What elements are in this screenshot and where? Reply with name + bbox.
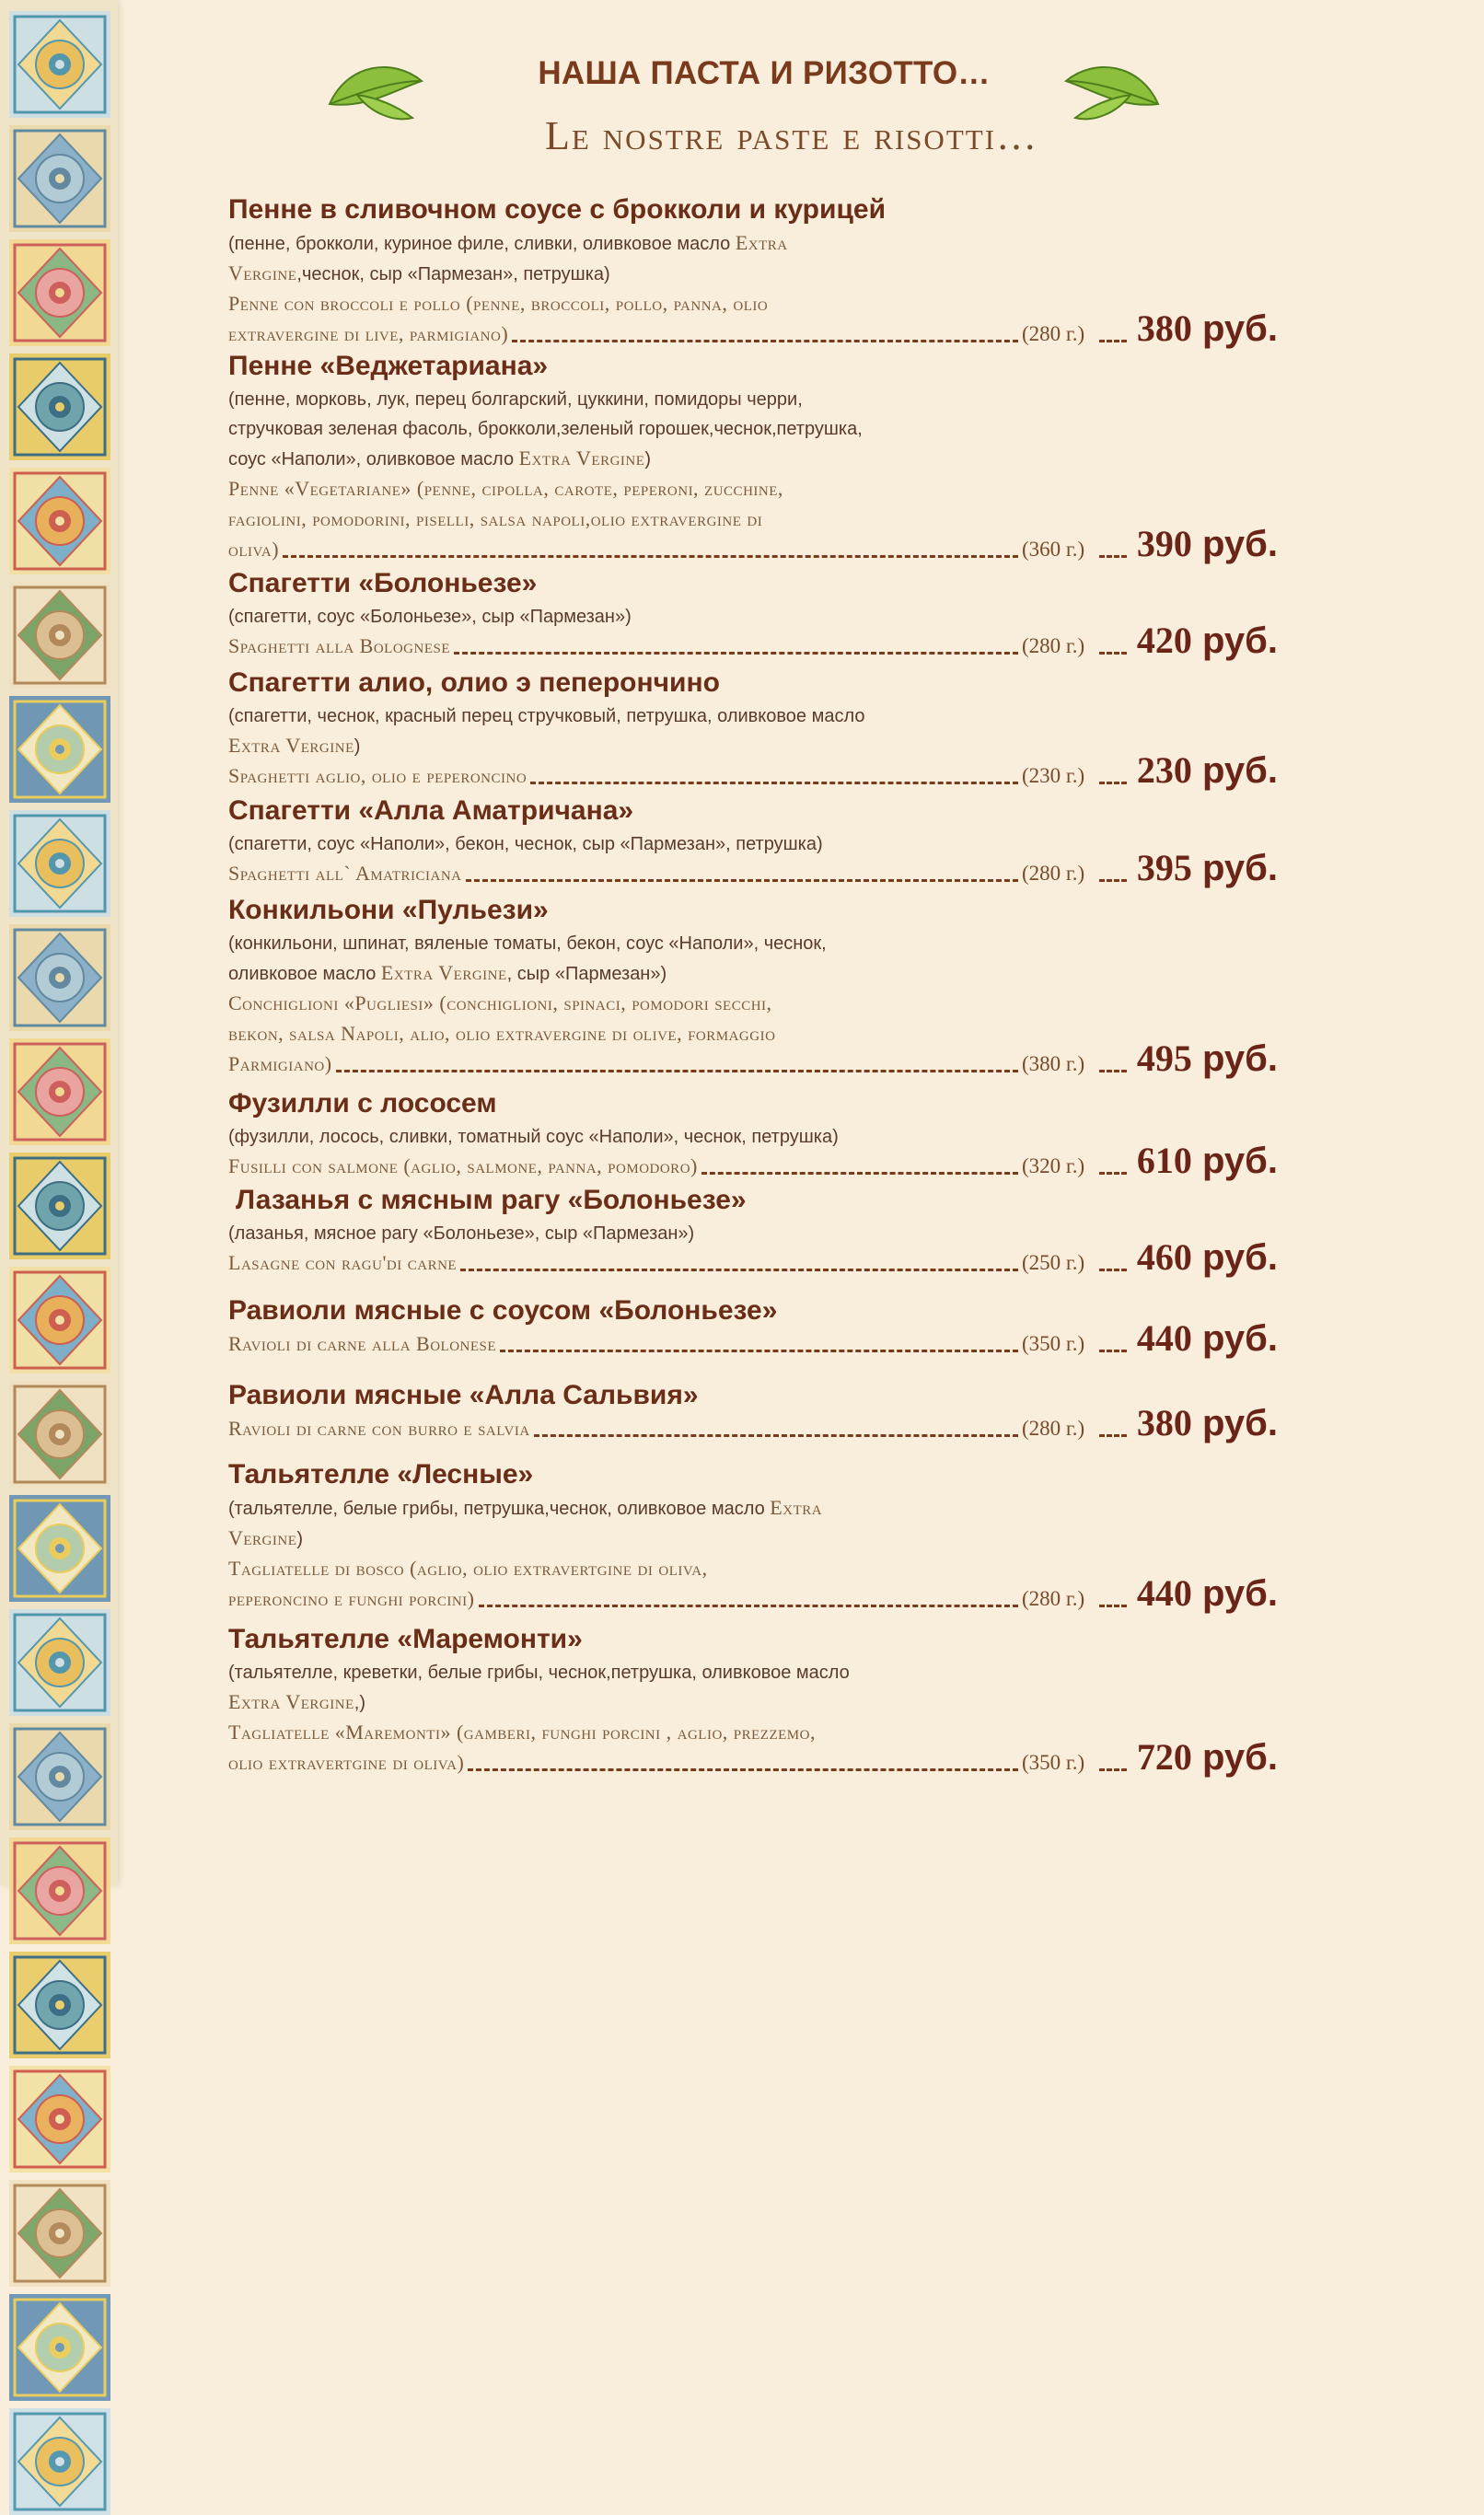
price-currency: руб.: [1202, 308, 1278, 349]
description-ru: (конкильони, шпинат, вяленые томаты, бекон, соус «Наполи», чеснок,: [228, 933, 827, 954]
dish-description-line: [228, 385, 1296, 414]
price-value: 390: [1136, 523, 1192, 564]
dish-price: [1137, 1141, 1278, 1181]
dotted-leader: [479, 1605, 1018, 1607]
price-line: [228, 847, 1296, 890]
portion-weight: (320 г.): [1022, 1154, 1085, 1177]
portion-weight: (280 г.): [1022, 322, 1085, 345]
price-value: 380: [1136, 1402, 1192, 1443]
description-it: Penne «Vegetariane» (penne, cipolla, carote, peperoni, zucchine,: [228, 477, 783, 500]
dish-description-line: [228, 701, 1296, 731]
dotted-leader: [1099, 555, 1127, 558]
description-ru: (тальятелле, креветки, белые грибы, чеснок,петрушка, оливковое масло: [228, 1663, 850, 1683]
dish-name-italian: Spaghetti aglio, olio e peperoncino: [228, 764, 528, 787]
description-ru: (пенне, брокколи, куриное филе, сливки, оливковое масло: [228, 234, 736, 254]
dotted-leader: [1099, 1605, 1127, 1607]
menu-item: [228, 565, 1296, 663]
dotted-leader: [534, 1434, 1018, 1437]
dish-name-italian: Ravioli di carne alla Bolonese: [228, 1332, 497, 1355]
dotted-leader: [1099, 879, 1127, 882]
description-ru: (спагетти, соус «Наполи», бекон, чеснок, сыр «Пармезан», петрушка): [228, 834, 823, 854]
price-line: [228, 307, 1296, 351]
price-currency: руб.: [1202, 1737, 1278, 1778]
description-it: Extra Vergine: [380, 961, 507, 984]
dotted-leader: [1099, 1070, 1127, 1072]
description-ru: оливковое масло: [228, 964, 381, 984]
description-it: Penne con broccoli e pollo (penne, broccoli, pollo, panna, olio: [228, 292, 769, 315]
decorative-tile: [9, 353, 110, 460]
dotted-leader: [701, 1172, 1018, 1175]
price-currency: руб.: [1202, 524, 1278, 564]
menu-header: [118, 0, 1484, 166]
dish-description-line: [228, 1658, 1296, 1687]
price-value: 380: [1136, 307, 1192, 349]
dish-price: [1137, 1573, 1278, 1614]
dotted-leader: [1099, 782, 1127, 784]
portion-weight: (280 г.): [1022, 634, 1085, 657]
price-line: [228, 1236, 1296, 1280]
description-ru: (тальятелле, белые грибы, петрушка,чеснок, оливковое масло: [228, 1499, 771, 1519]
dish-description-line: [228, 259, 1296, 289]
dotted-leader: [283, 555, 1018, 558]
dish-price: [1137, 848, 1278, 888]
price-line: [228, 1736, 1296, 1779]
dotted-leader: [1099, 1269, 1127, 1271]
description-it: Extra: [735, 231, 788, 254]
description-it: Vergine: [228, 1526, 297, 1549]
dish-price: [1137, 308, 1278, 349]
dish-name: Пенне «Веджетариана»: [228, 351, 549, 381]
price-value: 395: [1136, 847, 1192, 888]
price-line: [228, 620, 1296, 663]
dish-price: [1137, 1737, 1278, 1778]
dish-name: Фузилли с лососем: [228, 1088, 497, 1118]
menu-item: [228, 1292, 1296, 1361]
description-ru: ): [644, 449, 652, 469]
price-line: [228, 523, 1296, 566]
menu-item: [228, 1085, 1296, 1183]
description-ru: , сыр «Пармезан»): [506, 964, 667, 984]
dish-name-italian: Parmigiano): [228, 1052, 332, 1075]
description-it: Extra Vergine: [228, 1690, 354, 1713]
dish-name-italian: peperoncino e funghi porcini): [228, 1587, 475, 1610]
dish-price: [1137, 750, 1278, 791]
description-ru: ,чеснок, сыр «Пармезан», петрушка): [296, 264, 610, 284]
portion-weight: (350 г.): [1022, 1332, 1085, 1355]
decorative-tile: [9, 1952, 110, 2058]
description-it: fagiolini, pomodorini, piselli, salsa napoli,olio extravergine di: [228, 507, 763, 530]
decorative-tile: [9, 1267, 110, 1373]
price-value: 440: [1136, 1317, 1192, 1359]
dotted-leader: [512, 340, 1018, 342]
description-ru: соус «Наполи», оливковое масло: [228, 449, 519, 469]
dotted-leader: [460, 1269, 1018, 1271]
dish-description-line: [228, 414, 1296, 444]
dish-name-italian: extravergine di live, parmigiano): [228, 322, 509, 345]
dish-price: [1137, 620, 1278, 661]
price-currency: руб.: [1202, 1237, 1278, 1278]
dotted-leader: [1099, 1768, 1127, 1771]
dish-name: Тальятелле «Лесные»: [228, 1459, 534, 1489]
dotted-leader: [336, 1070, 1018, 1072]
decorative-tile: [9, 1609, 110, 1716]
dish-description-line: [228, 1687, 1296, 1718]
dish-price: [1137, 1237, 1278, 1278]
dish-name: Пенне в сливочном соусе с брокколи и курицей: [228, 194, 887, 225]
portion-weight: (250 г.): [1022, 1251, 1085, 1274]
decorative-tile: [9, 1153, 110, 1259]
price-currency: руб.: [1202, 848, 1278, 888]
menu-item: [228, 1377, 1296, 1445]
decorative-tile: [9, 924, 110, 1031]
decorative-tile: [9, 2408, 110, 2515]
dish-name: Спагетти алио, олио э пеперончино: [228, 667, 720, 698]
decorative-tile: [9, 2180, 110, 2287]
dish-name-italian: Spaghetti all` Amatriciana: [228, 862, 462, 885]
price-value: 610: [1136, 1140, 1192, 1181]
dotted-leader: [1099, 1434, 1127, 1437]
price-currency: руб.: [1202, 1141, 1278, 1181]
dish-description-line: [228, 474, 1296, 504]
dish-description-line: [228, 929, 1296, 958]
page-subtitle: Le nostre paste e risotti…: [544, 113, 1039, 158]
menu-item: [228, 892, 1296, 1081]
page-title: НАША ПАСТА И РИЗОТТО…: [538, 55, 991, 91]
price-value: 230: [1136, 749, 1192, 791]
dish-name-italian: olio extravertgine di oliva): [228, 1751, 465, 1774]
menu-item: [228, 191, 1296, 351]
description-it: bekon, salsa Napoli, alio, olio extravergine di olive, formaggio: [228, 1022, 776, 1045]
dotted-leader: [454, 652, 1018, 655]
dish-name: Равиоли мясные «Алла Сальвия»: [228, 1380, 699, 1410]
menu-item: [228, 1456, 1296, 1616]
description-ru: ,): [354, 1693, 365, 1713]
decorative-tile: [9, 582, 110, 689]
decorative-tile-strip: [0, 0, 118, 1885]
price-currency: руб.: [1202, 750, 1278, 791]
description-it: Extra: [770, 1496, 823, 1519]
description-it: Vergine: [228, 261, 297, 284]
decorative-tile: [9, 1837, 110, 1944]
price-value: 495: [1136, 1037, 1192, 1079]
description-ru: (спагетти, соус «Болоньезе», сыр «Пармезан»): [228, 607, 632, 627]
dish-description-line: [228, 444, 1296, 474]
menu-item: [228, 1182, 1296, 1280]
description-it: Tagliatelle di bosco (aglio, olio extravertgine di oliva,: [228, 1557, 708, 1580]
dish-name: Конкильони «Пульези»: [228, 895, 549, 925]
price-currency: руб.: [1202, 1573, 1278, 1614]
description-it: Conchiglioni «Pugliesi» (conchiglioni, spinaci, pomodori secchi,: [228, 991, 772, 1014]
price-currency: руб.: [1202, 1038, 1278, 1079]
price-value: 420: [1136, 620, 1192, 661]
portion-weight: (230 г.): [1022, 764, 1085, 787]
dish-description-line: [228, 1493, 1296, 1524]
price-currency: руб.: [1202, 620, 1278, 661]
dish-name: Равиоли мясные с соусом «Болоньезе»: [228, 1295, 778, 1326]
description-it: Extra Vergine: [518, 446, 645, 469]
description-it: Tagliatelle «Maremonti» (gamberi, funghi porcini , aglio, prezzemo,: [228, 1721, 816, 1744]
description-ru: (спагетти, чеснок, красный перец стручковый, петрушка, оливковое масло: [228, 706, 865, 726]
dotted-leader: [1099, 1172, 1127, 1175]
dish-name: Лазанья с мясным рагу «Болоньезе»: [236, 1185, 747, 1215]
dotted-leader: [530, 782, 1018, 784]
dotted-leader: [500, 1350, 1018, 1352]
dish-price: [1137, 1403, 1278, 1443]
dotted-leader: [1099, 340, 1127, 342]
price-line: [228, 1140, 1296, 1183]
price-line: [228, 1037, 1296, 1081]
price-currency: руб.: [1202, 1403, 1278, 1443]
decorative-tile: [9, 2066, 110, 2173]
portion-weight: (280 г.): [1022, 1587, 1085, 1610]
description-ru: (фузилли, лосось, сливки, томатный соус «Наполи», чеснок, петрушка): [228, 1127, 839, 1147]
portion-weight: (350 г.): [1022, 1751, 1085, 1774]
price-value: 720: [1136, 1736, 1192, 1778]
description-ru: (лазанья, мясное рагу «Болоньезе», сыр «Пармезан»): [228, 1223, 695, 1244]
dish-description-line: [228, 1524, 1296, 1554]
dish-name: Спагетти «Болоньезе»: [228, 568, 538, 598]
description-ru: ): [296, 1529, 304, 1549]
dish-description-line: [228, 989, 1296, 1019]
description-ru: (пенне, морковь, лук, перец болгарский, цуккини, помидоры черри,: [228, 389, 803, 410]
decorative-tile: [9, 1038, 110, 1145]
dish-description-line: [228, 958, 1296, 989]
portion-weight: (380 г.): [1022, 1052, 1085, 1075]
dish-name: Тальятелле «Маремонти»: [228, 1624, 583, 1654]
dish-name: Спагетти «Алла Аматричана»: [228, 795, 634, 826]
price-line: [228, 749, 1296, 793]
decorative-tile: [9, 1495, 110, 1602]
menu-item: [228, 793, 1296, 890]
menu-item: [228, 665, 1296, 793]
dish-name-italian: Fusilli con salmone (aglio, salmone, panna, pomodoro): [228, 1154, 698, 1177]
price-line: [228, 1317, 1296, 1361]
decorative-tile: [9, 696, 110, 803]
price-value: 440: [1136, 1572, 1192, 1614]
portion-weight: (280 г.): [1022, 862, 1085, 885]
dish-price: [1137, 524, 1278, 564]
dotted-leader: [468, 1768, 1018, 1771]
menu-item: [228, 1621, 1296, 1779]
decorative-tile: [9, 2294, 110, 2401]
description-ru: ): [354, 736, 361, 757]
dish-price: [1137, 1318, 1278, 1359]
description-it: Extra Vergine: [228, 734, 354, 757]
decorative-tile: [9, 239, 110, 346]
decorative-tile: [9, 468, 110, 574]
decorative-tile: [9, 1381, 110, 1488]
decorative-tile: [9, 125, 110, 232]
price-value: 460: [1136, 1236, 1192, 1278]
decorative-tile: [9, 11, 110, 118]
portion-weight: (280 г.): [1022, 1417, 1085, 1440]
dish-description-line: [228, 228, 1296, 259]
description-ru: стручковая зеленая фасоль, брокколи,зеленый горошек,чеснок,петрушка,: [228, 419, 863, 439]
decorative-tile: [9, 810, 110, 917]
dish-name-italian: Spaghetti alla Bolognese: [228, 634, 451, 657]
price-line: [228, 1402, 1296, 1445]
menu-item: [228, 348, 1296, 566]
dish-name-italian: Ravioli di carne con burro e salvia: [228, 1417, 530, 1440]
dish-name-italian: oliva): [228, 538, 280, 561]
dish-name-italian: Lasagne con ragu'di carne: [228, 1251, 458, 1274]
dotted-leader: [1099, 1350, 1127, 1352]
dotted-leader: [466, 879, 1018, 882]
dish-price: [1137, 1038, 1278, 1079]
price-line: [228, 1572, 1296, 1616]
price-currency: руб.: [1202, 1318, 1278, 1359]
portion-weight: (360 г.): [1022, 538, 1085, 561]
dotted-leader: [1099, 652, 1127, 655]
decorative-tile: [9, 1723, 110, 1830]
